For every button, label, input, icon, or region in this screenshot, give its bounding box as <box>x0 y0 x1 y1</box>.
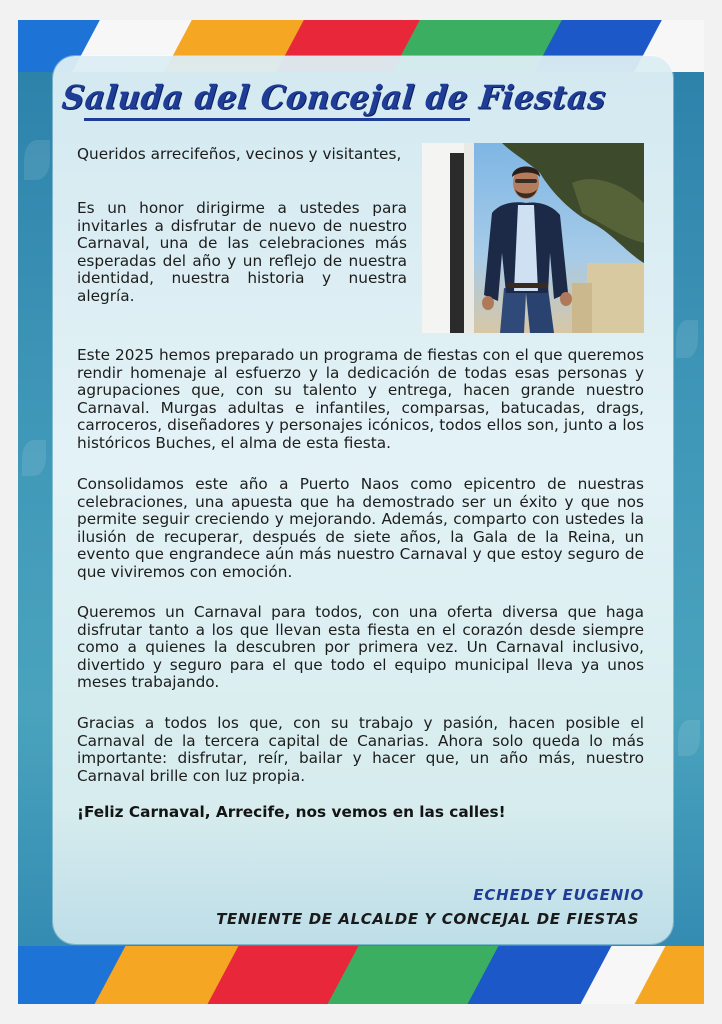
closing-line: ¡Feliz Carnaval, Arrecife, nos vemos en las calles! <box>77 803 506 821</box>
signature-name: ECHEDEY EUGENIO <box>473 886 644 904</box>
puerto-naos-paragraph: Consolidamos este año a Puerto Naos como epicentro de nuestras celebraciones, una apuesta que ha demostrado ser un éxito y que nos permite seguir creciendo y mejorando. Además, comparto con ustedes la ilusión de recuperar, después de siete años, la Gala de la Reina, un evento que engrandece aún más nuestro Carnaval y que estoy seguro de que viviremos con emoción. <box>77 475 644 581</box>
portrait-illustration <box>422 143 644 333</box>
intro-paragraph: Es un honor dirigirme a ustedes para invitarles a disfrutar de nuevo de nuestro Carnaval, una de las celebraciones más esperadas del año y un reflejo de nuestra identidad, nuestra historia y nuestra alegría. <box>77 199 407 305</box>
signature-role: TENIENTE DE ALCALDE Y CONCEJAL DE FIESTAS <box>216 910 639 928</box>
decorative-leaf <box>24 140 50 180</box>
page-title: Saluda del Concejal de Fiestas <box>60 79 608 117</box>
program-paragraph: Este 2025 hemos preparado un programa de fiestas con el que queremos rendir homenaje al esfuerzo y la dedicación de todas esas personas y agrupaciones que, con su talento y entrega, hacen grande nuestro Carnaval. Murgas adultas e infantiles, comparsas, batucadas, drags, carroceros, diseñadores y personajes icónicos, todos ellos son, junto a los históricos Buches, el alma de esta fiesta. <box>77 346 644 452</box>
decorative-leaf <box>678 720 700 756</box>
decorative-leaf <box>676 320 698 358</box>
greeting-paragraph: Queridos arrecifeños, vecinos y visitantes, <box>77 145 402 163</box>
decorative-leaf <box>22 440 46 476</box>
carnaval-para-todos-paragraph: Queremos un Carnaval para todos, con una oferta diversa que haga disfrutar tanto a los que llevan esta fiesta en el corazón desde siempre como a quienes la descubren por primera vez. Un Carnaval inclusivo, divertido y seguro para el que todo el equipo municipal lleva ya unos meses trabajando. <box>77 603 644 692</box>
title-underline <box>84 118 470 121</box>
gracias-paragraph: Gracias a todos los que, con su trabajo y pasión, hacen posible el Carnaval de la tercera capital de Canarias. Ahora solo queda lo más importante: disfrutar, reír, bailar y hacer que, un año más, nuestro Carnaval brille con luz propia. <box>77 714 644 785</box>
portrait-photo <box>422 143 644 333</box>
bottom-color-stripes <box>18 946 704 1004</box>
